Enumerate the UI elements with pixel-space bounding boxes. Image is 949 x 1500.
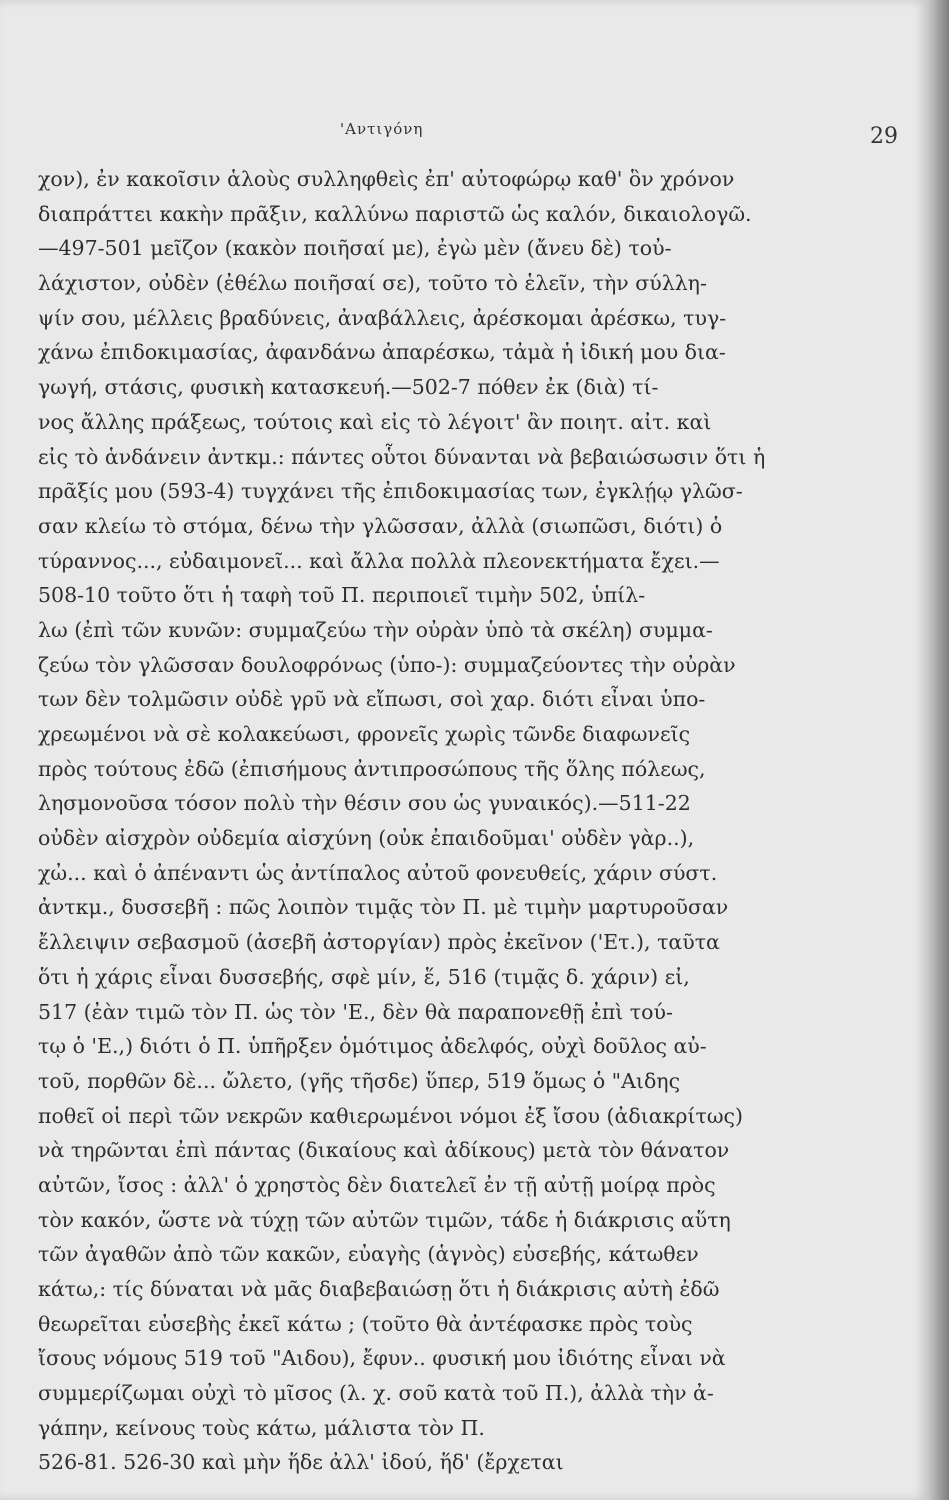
text-line: εἰς τὸ ἁνδάνειν ἀντκμ.: πάντες οὗτοι δύνανται νὰ βεβαιώσωσιν ὅτι ἡ — [38, 444, 766, 469]
text-line: σαν κλείω τὸ στόμα, δένω τὴν γλῶσσαν, ἀλλὰ (σιωπῶσι, διότι) ὁ — [38, 513, 723, 538]
text-line: 508-10 τοῦτο ὅτι ἡ ταφὴ τοῦ Π. περιποιεῖ τιμὴν 502, ὑπίλ- — [38, 583, 646, 608]
text-line: χρεωμένοι νὰ σὲ κολακεύωσι, φρονεῖς χωρὶς τῶνδε διαφωνεῖς — [38, 722, 691, 746]
text-line: λησμονοῦσα τόσον πολὺ τὴν θέσιν σου ὡς γυναικός).—511-22 — [38, 791, 691, 816]
text-line: τύραννος..., εὐδαιμονεῖ... καὶ ἄλλα πολλὰ πλεονεκτήματα ἔχει.— — [38, 548, 720, 573]
text-line: τῶν ἀγαθῶν ἀπὸ τῶν κακῶν, εὐαγὴς (ἁγνὸς) εὐσεβής, κάτωθεν — [38, 1242, 699, 1267]
text-line: πρᾶξίς μου (593-4) τυγχάνει τῆς ἐπιδοκιμασίας των, ἐγκλῄῳ γλῶσ- — [38, 479, 743, 504]
text-line: γάπην, κείνους τοὺς κάτω, μάλιστα τὸν Π. — [38, 1415, 485, 1440]
text-line: λάχιστον, οὐδὲν (ἐθέλω ποιῆσαί σε), τοῦτο τὸ ἑλεῖν, τὴν σύλλη- — [38, 271, 707, 296]
text-line: ποθεῖ οἱ περὶ τῶν νεκρῶν καθιερωμένοι νόμοι ἐξ ἴσου (ἀδιακρίτως) — [38, 1103, 744, 1128]
page-gutter — [928, 0, 949, 1500]
text-line: τὸν κακόν, ὥστε νὰ τύχῃ τῶν αὐτῶν τιμῶν, τάδε ἡ διάκρισις αὕτη — [38, 1207, 731, 1232]
text-line: ἔλλειψιν σεβασμοῦ (ἀσεβῆ ἀστοργίαν) πρὸς ἐκεῖνον ('Ετ.), ταῦτα — [38, 930, 720, 955]
text-line: λω (ἐπὶ τῶν κυνῶν: συμμαζεύω τὴν οὐρὰν ὑπὸ τὰ σκέλη) συμμα- — [38, 617, 713, 642]
text-line: τοῦ, πορθῶν δὲ... ὤλετο, (γῆς τῆσδε) ὕπερ, 519 ὅμως ὁ "Αιδης — [38, 1068, 681, 1093]
text-line: συμμερίζωμαι οὐχὶ τὸ μῖσος (λ. χ. σοῦ κατὰ τοῦ Π.), ἀλλὰ τὴν ἀ- — [38, 1381, 714, 1406]
text-line: ψίν σου, μέλλεις βραδύνεις, ἀναβάλλεις, ἀρέσκομαι ἀρέσκω, τυγ- — [38, 305, 727, 330]
text-line: τῳ ὁ 'Ε.,) διότι ὁ Π. ὑπῆρξεν ὁμότιμος ἀδελφός, οὐχὶ δοῦλος αὐ- — [38, 1034, 707, 1059]
text-line: ἀντκμ., δυσσεβῆ : πῶς λοιπὸν τιμᾷς τὸν Π. μὲ τιμὴν μαρτυροῦσαν — [38, 895, 729, 920]
running-title: 'Αντιγόνη — [340, 120, 424, 138]
text-line: θεωρεῖται εὐσεβὴς ἐκεῖ κάτω ; (τοῦτο θὰ ἀντέφασκε πρὸς τοὺς — [38, 1311, 693, 1336]
text-line: χον), ἐν κακοῖσιν ἁλοὺς συλληφθεὶς ἐπ' αὐτοφώρῳ καθ' ὃν χρόνον — [38, 167, 735, 191]
text-line: γωγή, στάσις, φυσικὴ κατασκευή.—502-7 πόθεν ἐκ (διὰ) τί- — [38, 375, 659, 400]
text-line: νὰ τηρῶνται ἐπὶ πάντας (δικαίους καὶ ἀδίκους) μετὰ τὸν θάνατον — [38, 1138, 730, 1163]
text-line: χάνω ἐπιδοκιμασίας, ἀφανδάνω ἀπαρέσκω, τἀμὰ ἡ ἰδική μου δια- — [38, 340, 726, 365]
text-line: κάτω,: τίς δύναται νὰ μᾶς διαβεβαιώσῃ ὅτι ἡ διάκρισις αὐτὴ ἐδῶ — [38, 1277, 720, 1301]
text-line: ἴσους νόμους 519 τοῦ "Αιδου), ἔφυν.. φυσική μου ἰδιότης εἶναι νὰ — [38, 1346, 726, 1371]
text-line: 526-81. 526-30 καὶ μὴν ἥδε ἀλλ' ἰδού, ἥδ' (ἔρχεται — [38, 1450, 564, 1475]
text-line: νος ἄλλης πράξεως, τούτοις καὶ εἰς τὸ λέγοιτ' ἂν ποιητ. αἰτ. καὶ — [38, 409, 712, 434]
text-line: πρὸς τούτους ἐδῶ (ἐπισήμους ἀντιπροσώπους τῆς ὅλης πόλεως, — [38, 756, 706, 781]
text-line: ζεύω τὸν γλῶσσαν δουλοφρόνως (ὑπο-): συμμαζεύοντες τὴν οὐρὰν — [38, 652, 736, 677]
text-line: —497-501 μεῖζον (κακὸν ποιῆσαί με), ἐγὼ μὲν (ἄνευ δὲ) τοὐ- — [38, 236, 672, 261]
text-line: οὐδὲν αἰσχρὸν οὐδεμία αἰσχύνη (οὐκ ἐπαιδοῦμαι' οὐδὲν γὰρ..), — [38, 826, 695, 851]
text-line: χὠ... καὶ ὁ ἀπέναντι ὡς ἀντίπαλος αὐτοῦ φονευθείς, χάριν σύστ. — [38, 860, 718, 885]
text-line: διαπράττει κακὴν πρᾶξιν, καλλύνω παριστῶ ὡς καλόν, δικαιολογῶ. — [38, 201, 752, 226]
body-text — [38, 162, 778, 1480]
text-line: 517 (ἐὰν τιμῶ τὸν Π. ὡς τὸν 'Ε., δὲν θὰ παραπονεθῇ ἐπὶ τού- — [38, 999, 673, 1024]
text-line: των δὲν τολμῶσιν οὐδὲ γρῦ νὰ εἴπωσι, σοὶ χαρ. διότι εἶναι ὑπο- — [38, 687, 706, 712]
page-number: 29 — [870, 124, 898, 149]
text-line: ὅτι ἡ χάρις εἶναι δυσσεβής, σφὲ μίν, ἕ, 516 (τιμᾷς δ. χάριν) εἰ, — [38, 964, 690, 989]
text-line: αὐτῶν, ἴσος : ἀλλ' ὁ χρηστὸς δὲν διατελεῖ ἐν τῇ αὐτῇ μοίρᾳ πρὸς — [38, 1172, 716, 1197]
